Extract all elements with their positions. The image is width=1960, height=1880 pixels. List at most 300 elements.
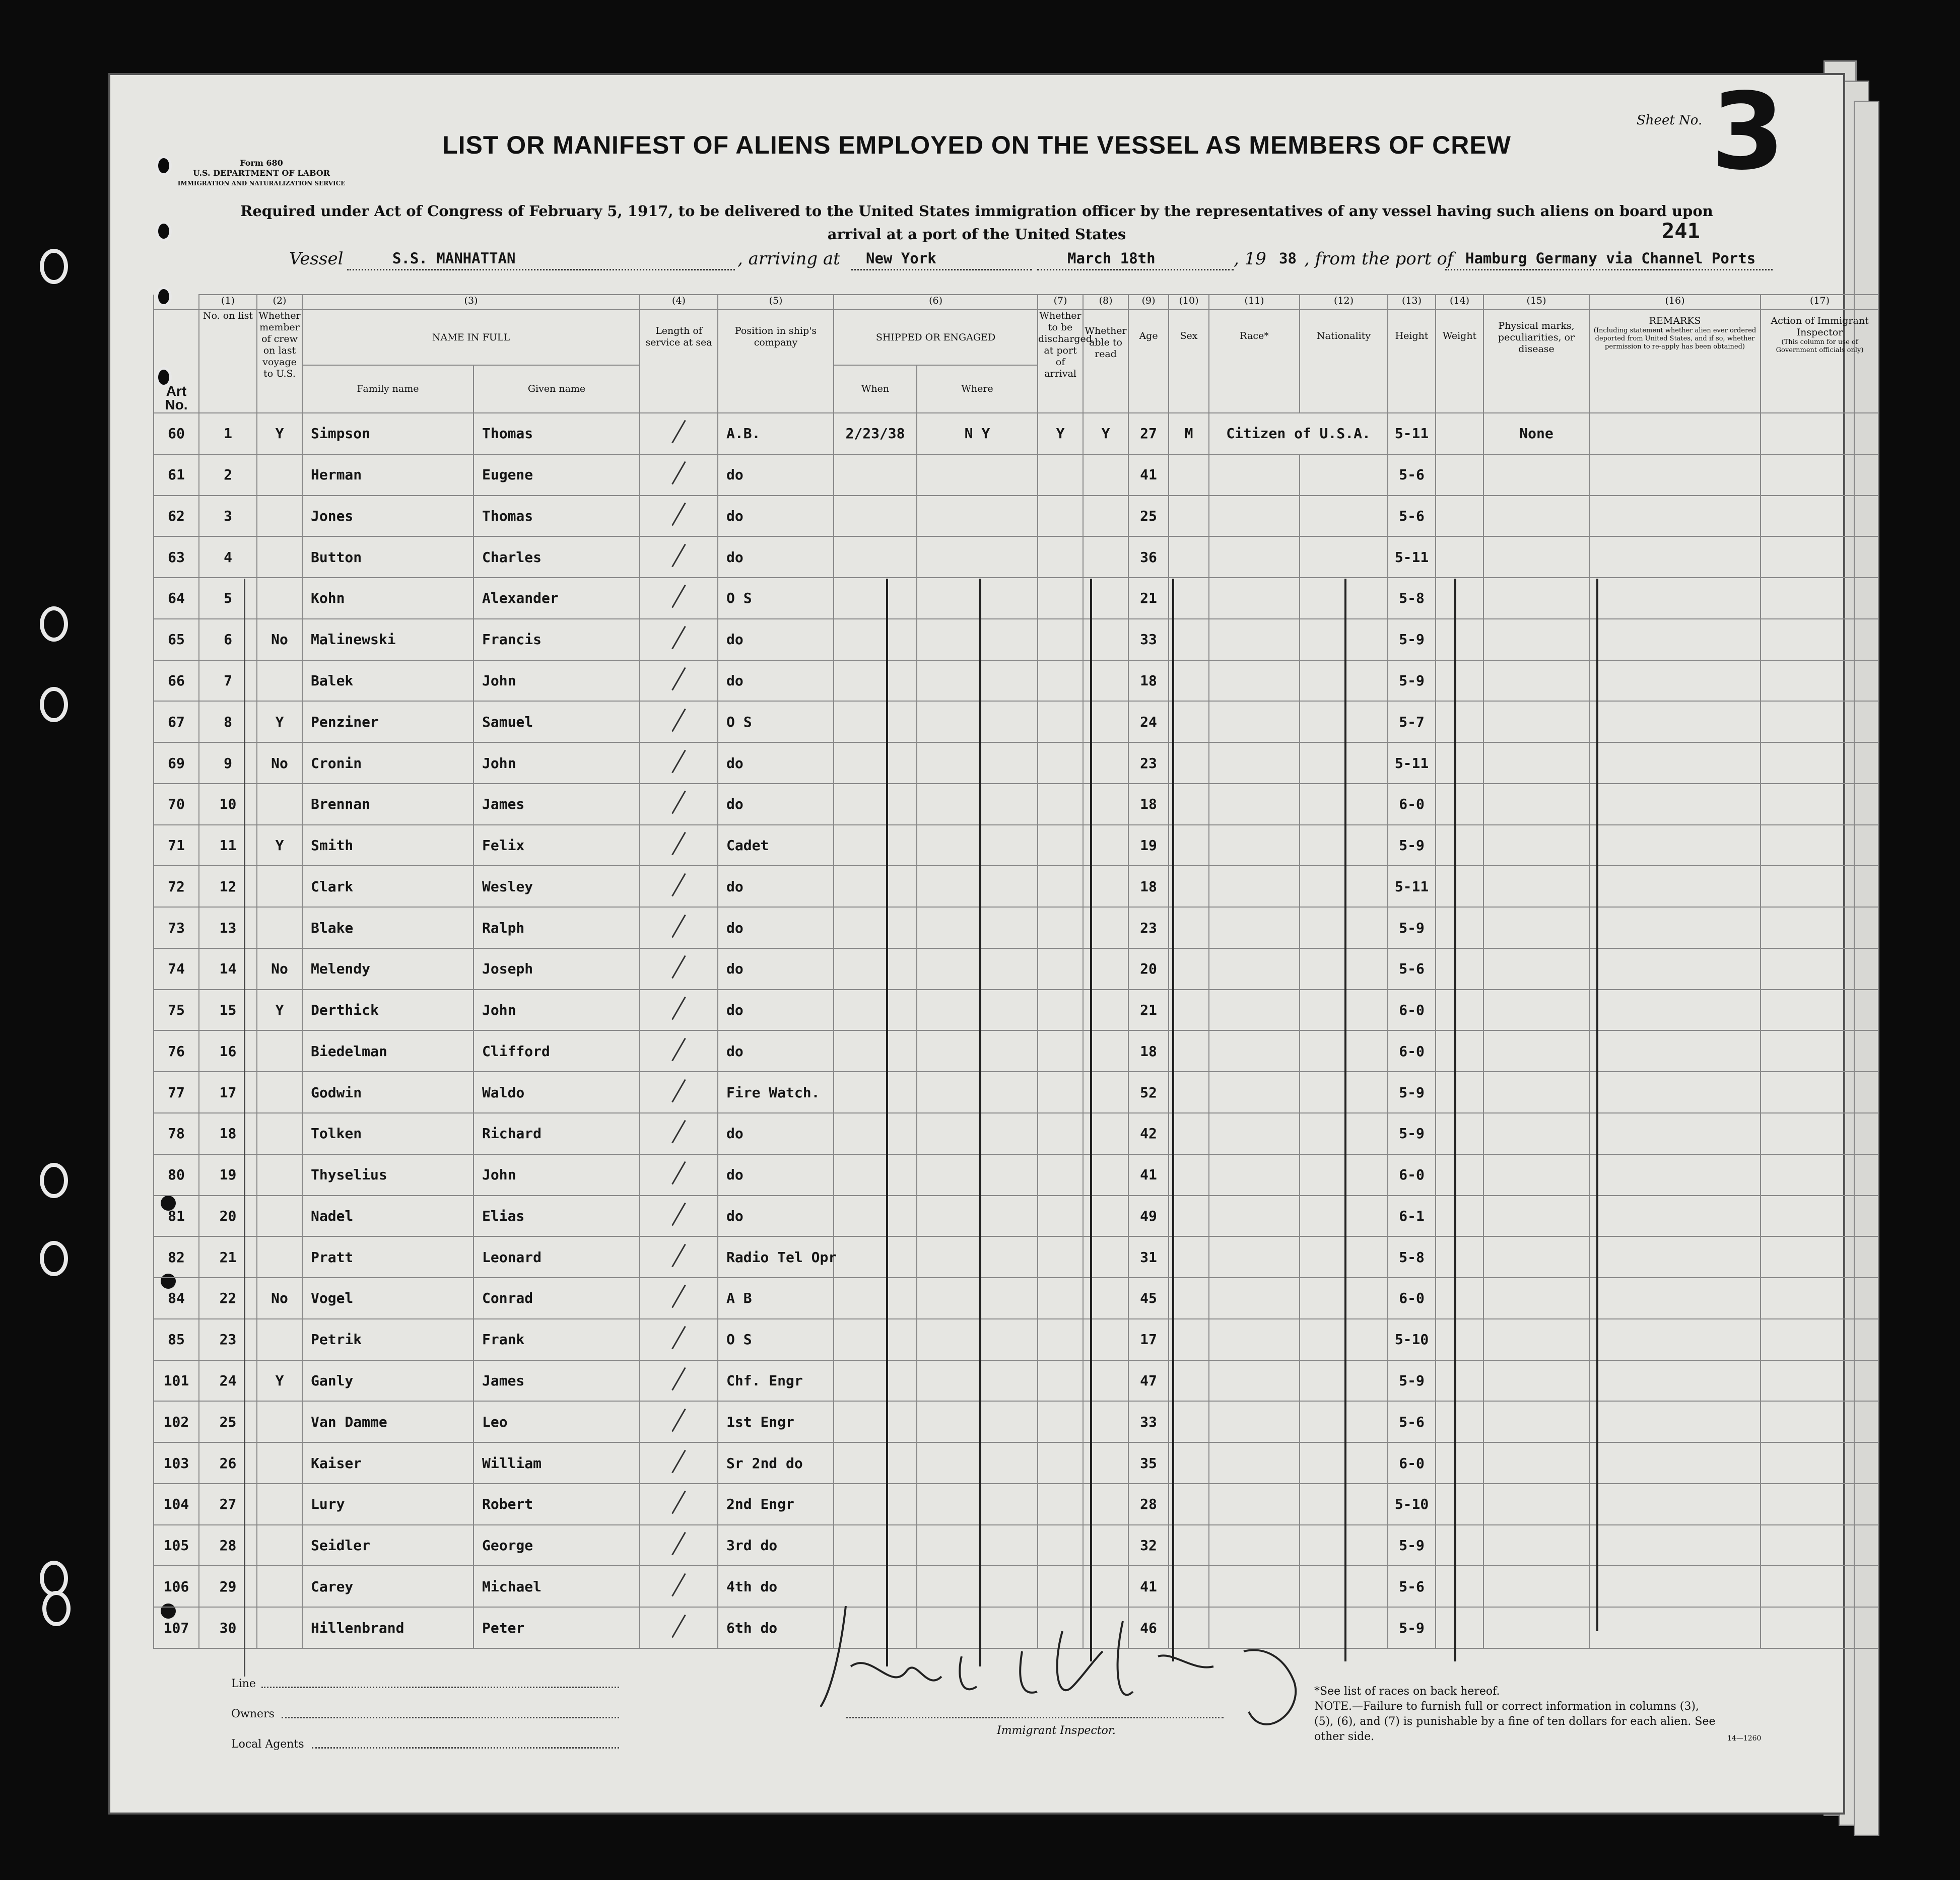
position-header: Position in ship's company: [718, 310, 834, 413]
cell-member: [257, 1484, 302, 1525]
cell-age: 33: [1128, 619, 1169, 660]
cell-position: do: [718, 990, 834, 1031]
cell-discharged: [1038, 866, 1083, 907]
arriving-label: , arriving at: [737, 249, 840, 269]
cell-member: [257, 578, 302, 619]
crew-table: [153, 294, 1879, 1649]
cell-family: Derthick: [302, 990, 474, 1031]
cell-where: [917, 1154, 1038, 1196]
cell-age: 31: [1128, 1236, 1169, 1278]
cell-member: [257, 784, 302, 825]
cell-family: Thyselius: [302, 1154, 474, 1196]
cell-discharged: [1038, 701, 1083, 742]
empty-cell: [1300, 536, 1388, 578]
empty-cell: [1436, 1236, 1483, 1278]
shipped-engaged-header: SHIPPED OR ENGAGED: [834, 310, 1038, 365]
cell-art: 71: [154, 825, 199, 866]
cell-height: 5-9: [1388, 1360, 1436, 1402]
cell-age: 21: [1128, 578, 1169, 619]
empty-cell: [1761, 1278, 1879, 1319]
cell-given: Elias: [474, 1196, 640, 1237]
cell-when: [834, 1484, 917, 1525]
cell-height: 5-10: [1388, 1319, 1436, 1360]
table-row: [154, 496, 1879, 537]
col-number: (3): [302, 295, 640, 310]
cell-where: [917, 536, 1038, 578]
cell-no: 23: [199, 1319, 257, 1360]
cell-age: 18: [1128, 866, 1169, 907]
length-of-service-tick: [640, 990, 718, 1031]
cell-when: [834, 701, 917, 742]
cell-position: Sr 2nd do: [718, 1442, 834, 1484]
table-row: [154, 1525, 1879, 1566]
cell-discharged: [1038, 1236, 1083, 1278]
cell-art: 104: [154, 1484, 199, 1525]
cell-family: Melendy: [302, 948, 474, 990]
empty-cell: [1761, 619, 1879, 660]
cell-discharged: [1038, 578, 1083, 619]
empty-cell: [1436, 784, 1483, 825]
cell-age: 41: [1128, 454, 1169, 496]
empty-cell: [1436, 1278, 1483, 1319]
cell-family: Blake: [302, 907, 474, 948]
cell-discharged: [1038, 825, 1083, 866]
empty-cell: [1761, 1154, 1879, 1196]
cell-sex: [1169, 1030, 1209, 1072]
cell-no: 2: [199, 454, 257, 496]
cell-given: Peter: [474, 1607, 640, 1648]
cell-given: James: [474, 1360, 640, 1402]
cell-height: 6-0: [1388, 1442, 1436, 1484]
col-number: (5): [718, 295, 834, 310]
length-of-service-tick: [640, 742, 718, 784]
cell-member: [257, 1072, 302, 1113]
name-in-full-header: NAME IN FULL: [302, 310, 640, 365]
member-last-voyage-header: Whether member of crew on last voyage to U.S.: [257, 310, 302, 413]
cell-position: Radio Tel Opr: [718, 1236, 834, 1278]
cell-member: [257, 1319, 302, 1360]
cell-given: Felix: [474, 825, 640, 866]
empty-cell: [1589, 1484, 1761, 1525]
cell-race-nationality: [1209, 1484, 1300, 1525]
cell-age: 47: [1128, 1360, 1169, 1402]
cell-sex: [1169, 1154, 1209, 1196]
cell-height: 5-6: [1388, 496, 1436, 537]
punch-hole: [42, 1591, 71, 1626]
cell-art: 70: [154, 784, 199, 825]
sheet-number: 3: [1711, 70, 1785, 193]
cell-when: [834, 496, 917, 537]
length-of-service-tick: [640, 825, 718, 866]
length-of-service-tick: [640, 454, 718, 496]
cell-given: Leonard: [474, 1236, 640, 1278]
cell-no: 17: [199, 1072, 257, 1113]
empty-cell: [1589, 1401, 1761, 1442]
cell-sex: [1169, 1525, 1209, 1566]
cell-marks: None: [1483, 413, 1589, 454]
cell-no: 12: [199, 866, 257, 907]
col-number: (16): [1589, 295, 1761, 310]
cell-member: [257, 496, 302, 537]
cell-height: 6-0: [1388, 784, 1436, 825]
cell-family: Ganly: [302, 1360, 474, 1402]
empty-cell: [1761, 742, 1879, 784]
empty-cell: [1436, 907, 1483, 948]
table-row: [154, 866, 1879, 907]
cell-member: Y: [257, 413, 302, 454]
table-row: [154, 948, 1879, 990]
ditto-line: [244, 579, 245, 1677]
cell-when: [834, 990, 917, 1031]
cell-member: [257, 1401, 302, 1442]
cell-sex: [1169, 742, 1209, 784]
cell-art: 64: [154, 578, 199, 619]
cell-when: [834, 1154, 917, 1196]
cell-family: Carey: [302, 1566, 474, 1607]
cell-art: 74: [154, 948, 199, 990]
cell-read: [1083, 454, 1128, 496]
length-of-service-tick: [640, 907, 718, 948]
empty-cell: [1761, 1236, 1879, 1278]
empty-cell: [1589, 578, 1761, 619]
cell-sex: [1169, 1442, 1209, 1484]
empty-cell: [1589, 1154, 1761, 1196]
cell-marks: [1483, 784, 1589, 825]
table-row: [154, 1196, 1879, 1237]
cell-discharged: [1038, 907, 1083, 948]
cell-position: do: [718, 1113, 834, 1154]
cell-marks: [1483, 1442, 1589, 1484]
given-name-header: Given name: [474, 365, 640, 413]
empty-cell: [1436, 1196, 1483, 1237]
discharged-header: Whether to be discharged at port of arrival: [1038, 310, 1083, 413]
empty-cell: [1761, 784, 1879, 825]
cell-art: 76: [154, 1030, 199, 1072]
cell-given: James: [474, 784, 640, 825]
cell-art: 105: [154, 1525, 199, 1566]
col-number: (9): [1128, 295, 1169, 310]
cell-marks: [1483, 1154, 1589, 1196]
cell-when: [834, 825, 917, 866]
cell-given: Charles: [474, 536, 640, 578]
cell-where: [917, 454, 1038, 496]
art-no-header: Art No.: [165, 383, 188, 412]
cell-age: 36: [1128, 536, 1169, 578]
cell-sex: [1169, 619, 1209, 660]
empty-cell: [1761, 660, 1879, 702]
cell-age: 28: [1128, 1484, 1169, 1525]
cell-position: do: [718, 1154, 834, 1196]
form-id: [176, 158, 347, 188]
cell-no: 3: [199, 496, 257, 537]
empty-cell: [1589, 907, 1761, 948]
cell-age: 25: [1128, 496, 1169, 537]
length-of-service-tick: [640, 413, 718, 454]
cell-sex: [1169, 1236, 1209, 1278]
ditto-line: [1454, 579, 1456, 1661]
cell-no: 30: [199, 1607, 257, 1648]
when-header: When: [834, 365, 917, 413]
cell-marks: [1483, 742, 1589, 784]
empty-cell: [1589, 1442, 1761, 1484]
cell-no: 15: [199, 990, 257, 1031]
col-number: (13): [1388, 295, 1436, 310]
cell-family: Clark: [302, 866, 474, 907]
empty-cell: [1436, 1360, 1483, 1402]
empty-cell: [1436, 413, 1483, 454]
cell-marks: [1483, 1525, 1589, 1566]
cell-discharged: [1038, 990, 1083, 1031]
remarks-note: (Including statement whether alien ever ordered deported from United States, and if so, whether permission to re-apply has been obtained): [1593, 327, 1756, 351]
cell-discharged: [1038, 1401, 1083, 1442]
cell-race-nationality: [1209, 1154, 1300, 1196]
sex-header: Sex: [1169, 310, 1209, 413]
cell-read: [1083, 536, 1128, 578]
cell-discharged: [1038, 1319, 1083, 1360]
empty-cell: [1761, 1566, 1879, 1607]
empty-cell: [1300, 496, 1388, 537]
cell-art: 80: [154, 1154, 199, 1196]
cell-family: Tolken: [302, 1113, 474, 1154]
cell-given: John: [474, 990, 640, 1031]
empty-cell: [1761, 990, 1879, 1031]
cell-age: 33: [1128, 1401, 1169, 1442]
cell-given: Frank: [474, 1319, 640, 1360]
cell-marks: [1483, 1401, 1589, 1442]
empty-cell: [1436, 536, 1483, 578]
cell-given: William: [474, 1442, 640, 1484]
cell-given: Alexander: [474, 578, 640, 619]
cell-discharged: [1038, 1072, 1083, 1113]
empty-cell: [1436, 1154, 1483, 1196]
cell-family: Vogel: [302, 1278, 474, 1319]
cell-height: 6-0: [1388, 1278, 1436, 1319]
cell-when: [834, 1401, 917, 1442]
manifest-subtitle: Required under Act of Congress of February 5, 1917, to be delivered to the United States immigration officer by the representatives of any vessel having such aliens on board upon arrival at a port of the United States: [240, 202, 1713, 243]
cell-position: 6th do: [718, 1607, 834, 1648]
cell-where: [917, 701, 1038, 742]
table-row: [154, 742, 1879, 784]
empty-cell: [1436, 701, 1483, 742]
empty-cell: [1300, 784, 1388, 825]
cell-member: [257, 454, 302, 496]
cell-race-nationality: [1209, 907, 1300, 948]
length-of-service-tick: [640, 1319, 718, 1360]
cell-family: Smith: [302, 825, 474, 866]
cell-given: Conrad: [474, 1278, 640, 1319]
cell-where: [917, 990, 1038, 1031]
cell-height: 5-9: [1388, 660, 1436, 702]
cell-height: 5-11: [1388, 742, 1436, 784]
cell-marks: [1483, 1236, 1589, 1278]
cell-sex: [1169, 1401, 1209, 1442]
cell-given: Ralph: [474, 907, 640, 948]
cell-race-nationality: [1209, 454, 1300, 496]
table-row: [154, 1113, 1879, 1154]
cell-no: 4: [199, 536, 257, 578]
cell-member: [257, 1236, 302, 1278]
cell-age: 27: [1128, 413, 1169, 454]
empty-cell: [1761, 701, 1879, 742]
cell-no: 10: [199, 784, 257, 825]
cell-age: 18: [1128, 1030, 1169, 1072]
empty-cell: [1300, 825, 1388, 866]
empty-cell: [1589, 1236, 1761, 1278]
cell-position: do: [718, 742, 834, 784]
cell-when: [834, 1072, 917, 1113]
empty-cell: [1300, 1484, 1388, 1525]
cell-position: O S: [718, 578, 834, 619]
cell-sex: [1169, 825, 1209, 866]
table-row: [154, 1484, 1879, 1525]
cell-marks: [1483, 907, 1589, 948]
cell-where: [917, 1072, 1038, 1113]
cell-discharged: [1038, 660, 1083, 702]
cell-position: do: [718, 619, 834, 660]
cell-art: 72: [154, 866, 199, 907]
empty-cell: [1761, 1113, 1879, 1154]
cell-family: Hillenbrand: [302, 1607, 474, 1648]
from-port-label: , from the port of: [1304, 249, 1454, 269]
cell-height: 5-8: [1388, 578, 1436, 619]
cell-height: 6-0: [1388, 990, 1436, 1031]
empty-cell: [1300, 1113, 1388, 1154]
cell-family: Petrik: [302, 1319, 474, 1360]
cell-height: 5-6: [1388, 948, 1436, 990]
length-of-service-tick: [640, 784, 718, 825]
cell-discharged: [1038, 536, 1083, 578]
arrival-year: 38: [1279, 250, 1297, 267]
empty-cell: [1589, 1360, 1761, 1402]
empty-cell: [1589, 990, 1761, 1031]
cell-marks: [1483, 536, 1589, 578]
cell-race-nationality: [1209, 701, 1300, 742]
empty-cell: [1300, 990, 1388, 1031]
cell-sex: [1169, 1072, 1209, 1113]
cell-marks: [1483, 825, 1589, 866]
empty-cell: [1436, 742, 1483, 784]
cell-age: 23: [1128, 742, 1169, 784]
table-row: [154, 1236, 1879, 1278]
cell-height: 6-0: [1388, 1030, 1436, 1072]
cell-sex: [1169, 496, 1209, 537]
cell-family: Simpson: [302, 413, 474, 454]
empty-cell: [1300, 454, 1388, 496]
length-of-service-header: Length of service at sea: [640, 310, 718, 413]
empty-cell: [1300, 660, 1388, 702]
cell-marks: [1483, 454, 1589, 496]
cell-given: Thomas: [474, 413, 640, 454]
weight-header: Weight: [1436, 310, 1483, 413]
cell-position: O S: [718, 701, 834, 742]
punch-hole: [156, 221, 172, 241]
cell-where: [917, 907, 1038, 948]
page-reference-number: 241: [1662, 219, 1700, 243]
cell-no: 27: [199, 1484, 257, 1525]
year-prefix: , 19: [1234, 249, 1266, 269]
empty-cell: [1300, 1196, 1388, 1237]
cell-race-nationality: [1209, 1236, 1300, 1278]
cell-when: [834, 948, 917, 990]
cell-position: do: [718, 1196, 834, 1237]
empty-cell: [1436, 990, 1483, 1031]
cell-when: [834, 1442, 917, 1484]
empty-cell: [1300, 1525, 1388, 1566]
cell-age: 23: [1128, 907, 1169, 948]
cell-member: [257, 1525, 302, 1566]
empty-cell: [1589, 1607, 1761, 1648]
cell-art: 65: [154, 619, 199, 660]
cell-position: do: [718, 948, 834, 990]
cell-race-nationality: [1209, 1030, 1300, 1072]
empty-cell: [1300, 701, 1388, 742]
cell-age: 49: [1128, 1196, 1169, 1237]
empty-cell: [1761, 948, 1879, 990]
cell-where: [917, 784, 1038, 825]
cell-position: 2nd Engr: [718, 1484, 834, 1525]
service-name: IMMIGRATION AND NATURALIZATION SERVICE: [177, 180, 346, 187]
empty-cell: [1761, 1442, 1879, 1484]
cell-sex: [1169, 454, 1209, 496]
height-header: Height: [1388, 310, 1436, 413]
cell-no: 7: [199, 660, 257, 702]
cell-where: [917, 866, 1038, 907]
cell-art: 106: [154, 1566, 199, 1607]
cell-no: 25: [199, 1401, 257, 1442]
cell-sex: [1169, 784, 1209, 825]
cell-marks: [1483, 1484, 1589, 1525]
table-row: [154, 784, 1879, 825]
table-row: [154, 701, 1879, 742]
col-number: (6): [834, 295, 1038, 310]
cell-given: Eugene: [474, 454, 640, 496]
cell-sex: [1169, 701, 1209, 742]
cell-discharged: Y: [1038, 413, 1083, 454]
cell-family: Biedelman: [302, 1030, 474, 1072]
manifest-title: LIST OR MANIFEST OF ALIENS EMPLOYED ON THE VESSEL AS MEMBERS OF CREW: [442, 131, 1511, 159]
line-label: Line: [231, 1678, 256, 1690]
cell-height: 5-11: [1388, 413, 1436, 454]
able-to-read-header: Whether able to read: [1083, 310, 1128, 413]
cell-race-nationality: [1209, 1442, 1300, 1484]
cell-age: 41: [1128, 1154, 1169, 1196]
empty-cell: [1761, 825, 1879, 866]
cell-sex: [1169, 1319, 1209, 1360]
cell-art: 82: [154, 1236, 199, 1278]
cell-discharged: [1038, 1442, 1083, 1484]
cell-no: 28: [199, 1525, 257, 1566]
cell-member: [257, 1566, 302, 1607]
races-note: *See list of races on back hereof.: [1314, 1685, 1500, 1698]
remarks-header: REMARKS: [1649, 315, 1701, 326]
cell-when: [834, 866, 917, 907]
empty-cell: [1761, 1525, 1879, 1566]
cell-given: Waldo: [474, 1072, 640, 1113]
cell-member: Y: [257, 990, 302, 1031]
cell-age: 46: [1128, 1607, 1169, 1648]
cell-read: [1083, 496, 1128, 537]
empty-cell: [1589, 1113, 1761, 1154]
cell-family: Lury: [302, 1484, 474, 1525]
cell-when: [834, 1113, 917, 1154]
cell-member: No: [257, 948, 302, 990]
cell-race-nationality: [1209, 619, 1300, 660]
cell-where: [917, 1360, 1038, 1402]
empty-cell: [1300, 1030, 1388, 1072]
empty-cell: [1589, 1566, 1761, 1607]
cell-when: [834, 742, 917, 784]
empty-cell: [1589, 866, 1761, 907]
